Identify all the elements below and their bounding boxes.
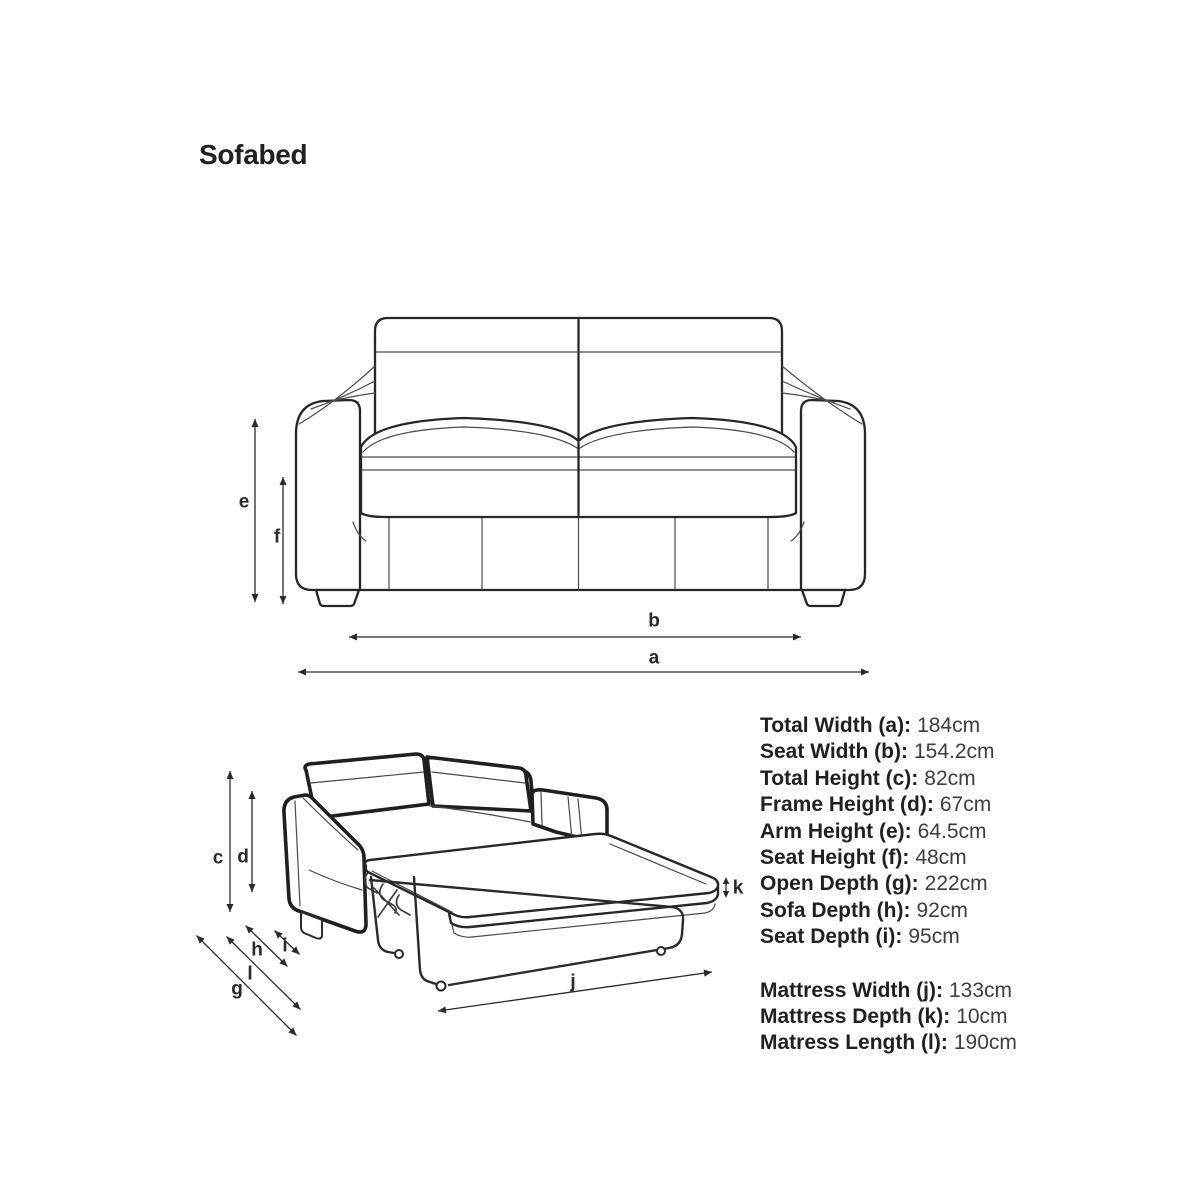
spec-value: 48cm	[915, 846, 967, 870]
spec-label: Sofa Depth (h):	[760, 898, 911, 922]
spec-row-total-height	[760, 766, 1017, 792]
dimension-label-a: a	[648, 647, 660, 669]
dimension-label-e: e	[238, 491, 250, 513]
spec-label: Matress Length (l):	[760, 1031, 948, 1055]
bed-frame-right-foot	[657, 947, 665, 955]
front-left-foot	[316, 590, 359, 606]
spec-value: 64.5cm	[917, 819, 987, 843]
spec-value: 92cm	[916, 898, 968, 922]
spec-row-frame-height	[760, 792, 1017, 818]
dimension-label-b: b	[648, 610, 660, 632]
spec-label: Mattress Depth (k):	[760, 1005, 951, 1029]
spec-value: 184cm	[917, 714, 981, 737]
bed-frame-rear-foot	[395, 950, 403, 958]
spec-row-mattress-width	[760, 978, 1017, 1004]
dimension-label-f: f	[273, 526, 281, 548]
spec-value: 95cm	[908, 925, 960, 949]
sofabed-open-view-drawing	[284, 754, 718, 991]
spec-value: 82cm	[924, 766, 976, 790]
spec-row-seat-width	[760, 739, 1017, 765]
right-arm	[801, 400, 865, 590]
spec-row-sofa-depth	[760, 898, 1017, 924]
spec-label: Total Width (a):	[760, 714, 912, 737]
dimension-label-i: i	[282, 935, 288, 957]
left-arm	[296, 400, 360, 590]
spec-value: 154.2cm	[913, 740, 995, 764]
base-seams	[389, 516, 768, 589]
bed-frame-front-foot	[437, 982, 446, 991]
dimension-label-l: l	[247, 963, 253, 985]
front-right-foot	[802, 590, 845, 606]
spec-label: Arm Height (e):	[760, 819, 912, 843]
spec-value: 10cm	[956, 1005, 1008, 1029]
mattress-top-face	[365, 834, 718, 917]
mattress-spec-group	[760, 978, 1017, 1057]
spec-label: Total Height (c):	[760, 766, 919, 790]
spec-value: 67cm	[939, 793, 992, 817]
spec-label: Frame Height (d):	[760, 793, 934, 817]
spec-label: Open Depth (g):	[760, 872, 919, 896]
spec-row-seat-height	[760, 845, 1017, 871]
spec-row-mattress-depth	[760, 1004, 1017, 1030]
dimension-label-c: c	[212, 847, 224, 869]
spec-label: Seat Height (f):	[760, 846, 910, 870]
page-title: Sofabed	[199, 139, 308, 170]
dimension-label-g: g	[231, 978, 243, 1000]
spec-row-arm-height	[760, 819, 1017, 845]
dimension-label-h: h	[251, 939, 263, 961]
spec-row-mattress-length	[760, 1030, 1017, 1056]
spec-label: Seat Width (b):	[760, 740, 908, 764]
sofa-spec-group	[760, 713, 1017, 951]
spec-value: 190cm	[953, 1031, 1017, 1055]
spec-value: 133cm	[948, 978, 1013, 1002]
spec-row-total-width	[760, 713, 1017, 739]
spec-row-seat-depth	[760, 924, 1017, 950]
spec-row-open-depth	[760, 871, 1017, 897]
dimension-label-k: k	[732, 877, 744, 899]
open-back-cushion-right	[427, 757, 531, 811]
spec-label: Mattress Width (j):	[760, 978, 943, 1002]
dimension-label-d: d	[237, 846, 249, 868]
spec-label: Seat Depth (i):	[760, 925, 903, 949]
dimension-arrow-k	[723, 877, 729, 898]
spec-value: 222cm	[924, 872, 988, 896]
dimension-spec-list	[760, 713, 1017, 1084]
dimension-label-j: j	[570, 971, 576, 993]
sofa-front-view-drawing	[296, 318, 865, 606]
